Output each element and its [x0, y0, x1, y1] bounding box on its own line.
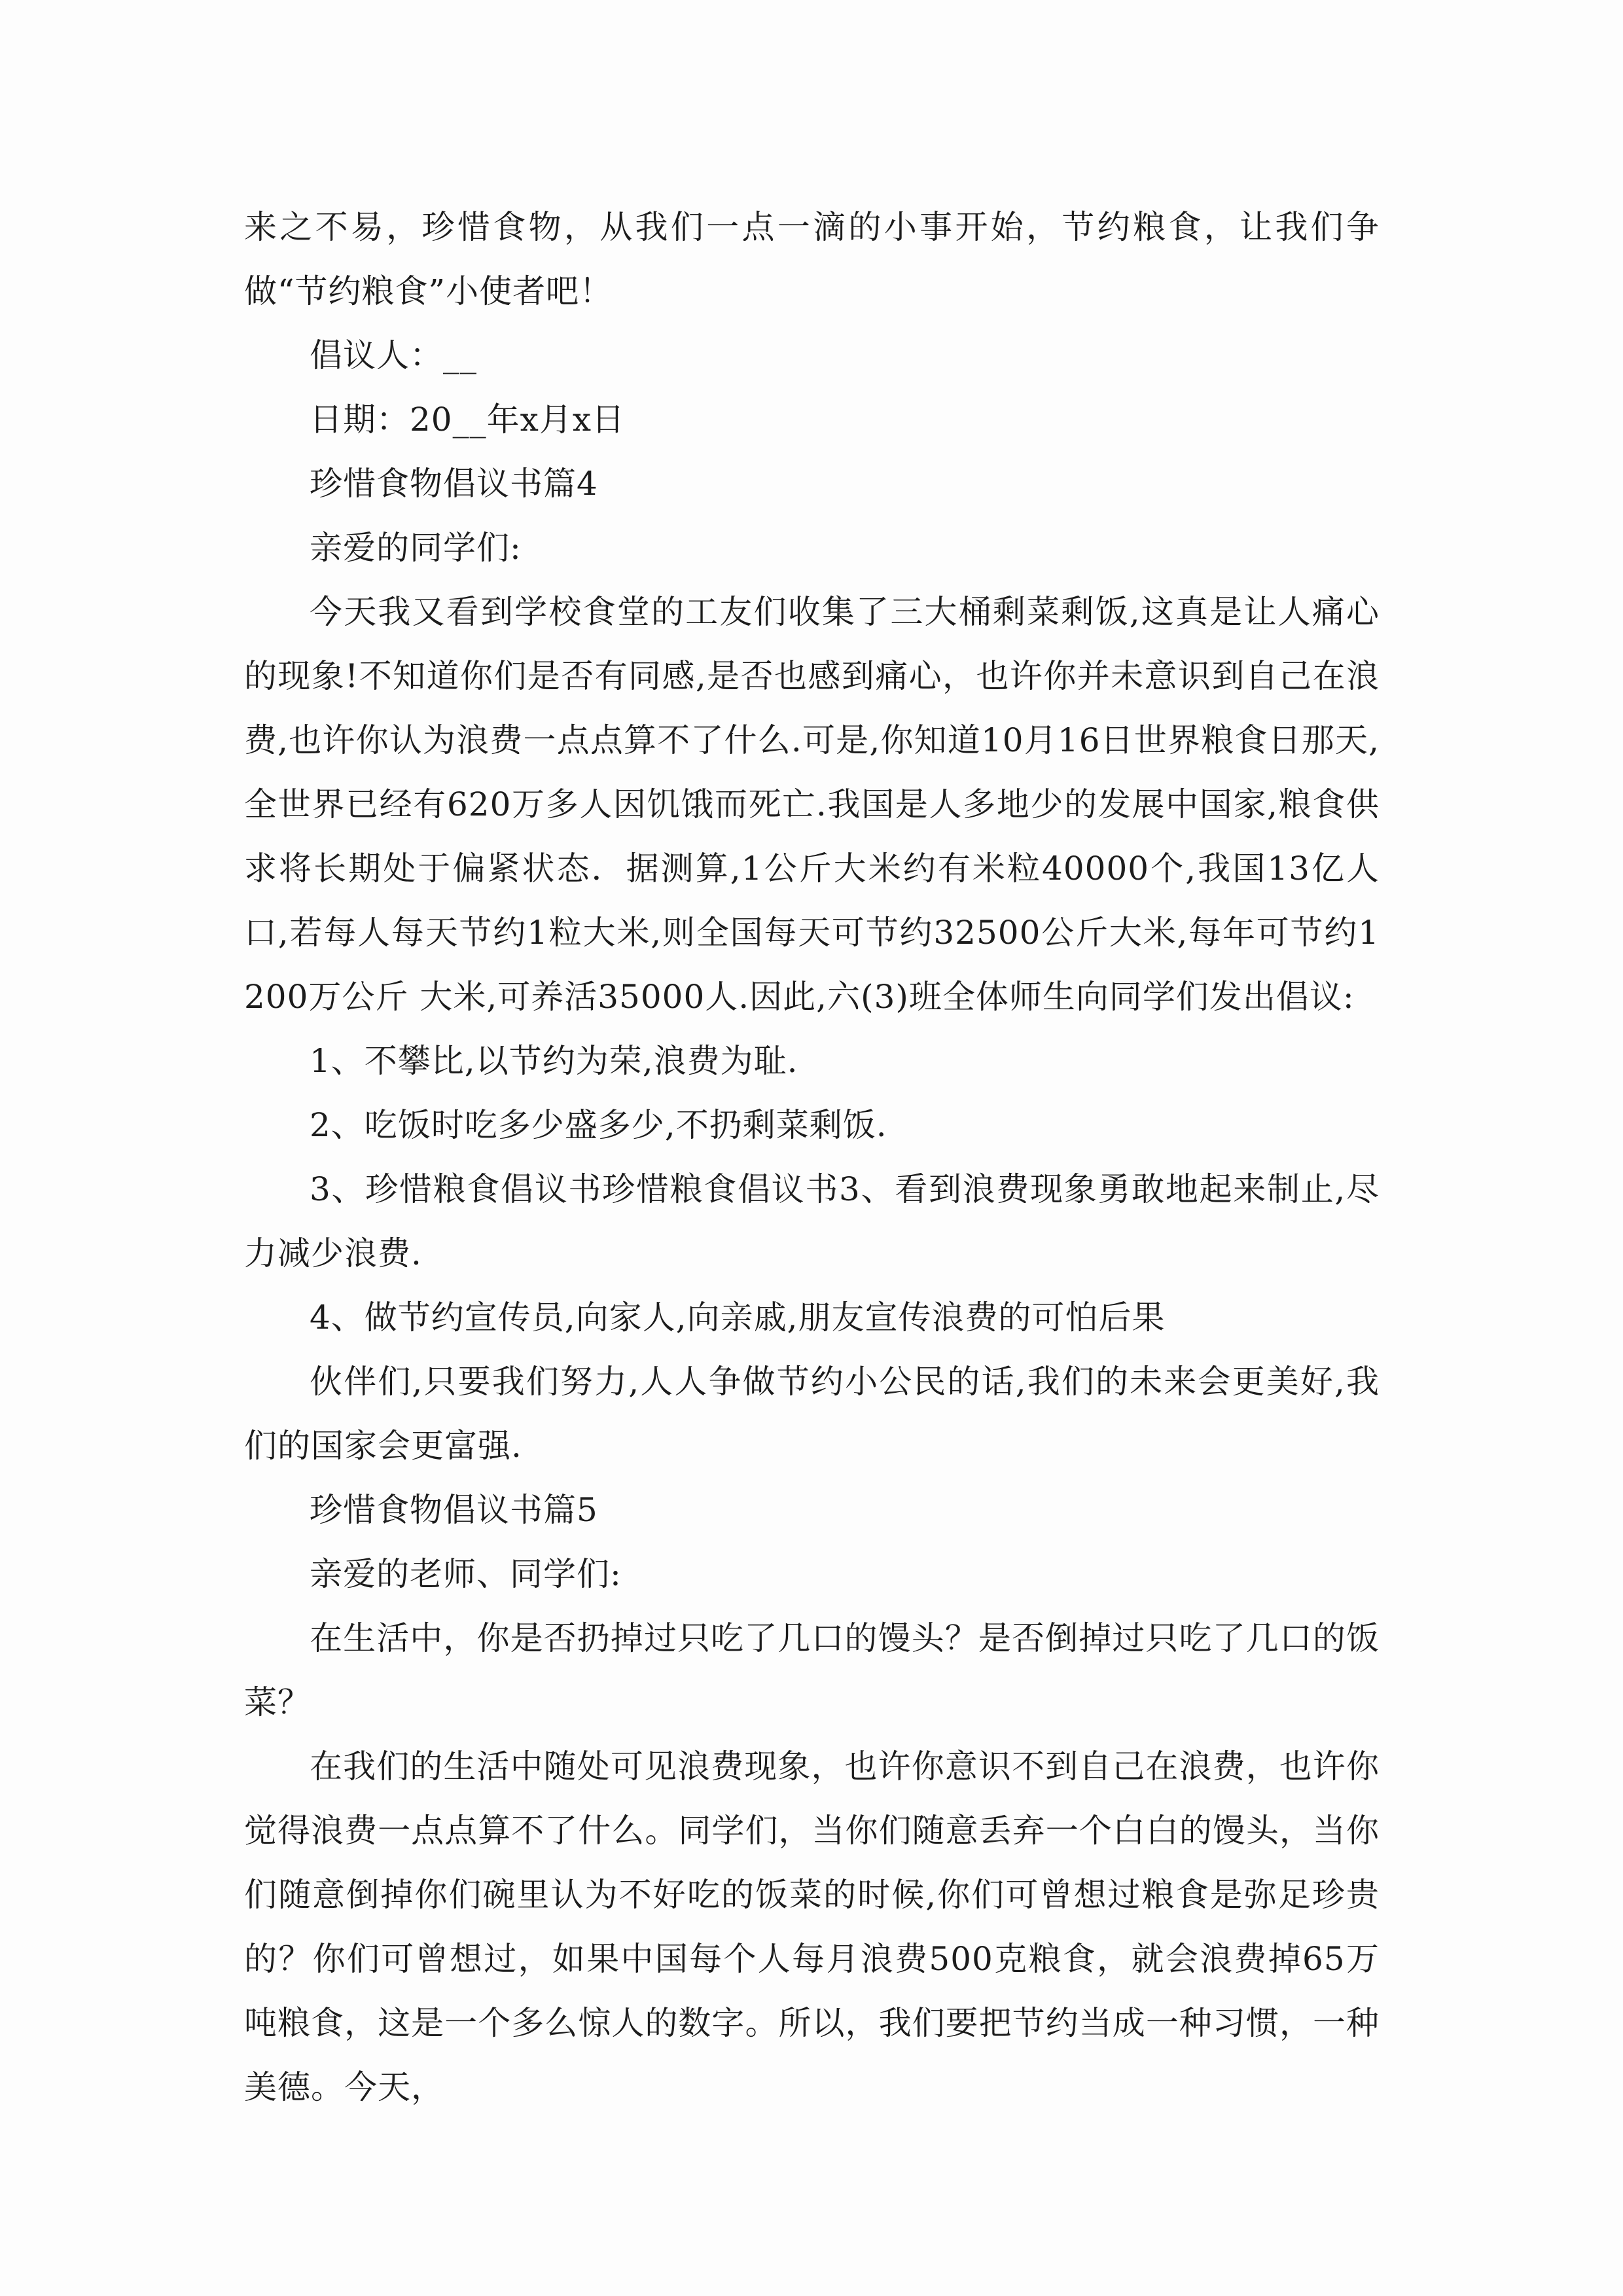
paragraph-5-question: 在生活中，你是否扔掉过只吃了几口的馒头？是否倒掉过只吃了几口的饭菜？ — [244, 1619, 1380, 1721]
salutation-5: 亲爱的老师、同学们: — [310, 1555, 622, 1593]
document-body — [244, 195, 1380, 2119]
paragraph-4-body: 今天我又看到学校食堂的工友们收集了三大桶剩菜剩饭,这真是让人痛心的现象!不知道你们是否有同感,是否也感到痛心，也许你并未意识到自己在浪费,也许你认为浪费一点点算不了什么.可是,你知道10月16日世界粮食日那天,全世界已经有620万多人因饥饿而死亡.我国是人多地少的发展中国家,粮食供求将长期处于偏紧状态．据测算,1公斤大米约有米粒40000个,我国13亿人口,若每人每天节约1粒大米,则全国每天可节约32500公斤大米,每年可节约1200万公斤 大米,可养活35000人.因此,六(3)班全体师生向同学们发出倡议: — [244, 593, 1380, 1016]
paragraph-4-closing: 伙伴们,只要我们努力,人人争做节约小公民的话,我们的未来会更美好,我们的国家会更富强. — [244, 1363, 1380, 1465]
paragraph-intro: 来之不易，珍惜食物，从我们一点一滴的小事开始，节约粮食，让我们争做“节约粮食”小使者吧！ — [244, 208, 1380, 310]
proposer-line: 倡议人：__ — [310, 336, 477, 374]
date-line: 日期：20__年x月x日 — [310, 401, 626, 439]
section-heading-4: 珍惜食物倡议书篇4 — [310, 465, 598, 503]
list-item-2: 2、吃饭时吃多少盛多少,不扔剩菜剩饭. — [310, 1106, 887, 1144]
list-item-3: 3、珍惜粮食倡议书珍惜粮食倡议书3、看到浪费现象勇敢地起来制止,尽力减少浪费. — [244, 1170, 1380, 1272]
salutation-4: 亲爱的同学们: — [310, 529, 522, 567]
paragraph-5-body: 在我们的生活中随处可见浪费现象，也许你意识不到自己在浪费，也许你觉得浪费一点点算不了什么。同学们，当你们随意丢弃一个白白的馒头，当你们随意倒掉你们碗里认为不好吃的饭菜的时候,你们可曾想过粮食是弥足珍贵的？你们可曾想过，如果中国每个人每月浪费500克粮食，就会浪费掉65万吨粮食，这是一个多么惊人的数字。所以，我们要把节约当成一种习惯，一种美德。今天， — [244, 1748, 1380, 2106]
section-heading-5: 珍惜食物倡议书篇5 — [310, 1491, 598, 1529]
list-item-4: 4、做节约宣传员,向家人,向亲戚,朋友宣传浪费的可怕后果 — [310, 1299, 1166, 1336]
list-item-1: 1、不攀比,以节约为荣,浪费为耻. — [310, 1042, 798, 1080]
